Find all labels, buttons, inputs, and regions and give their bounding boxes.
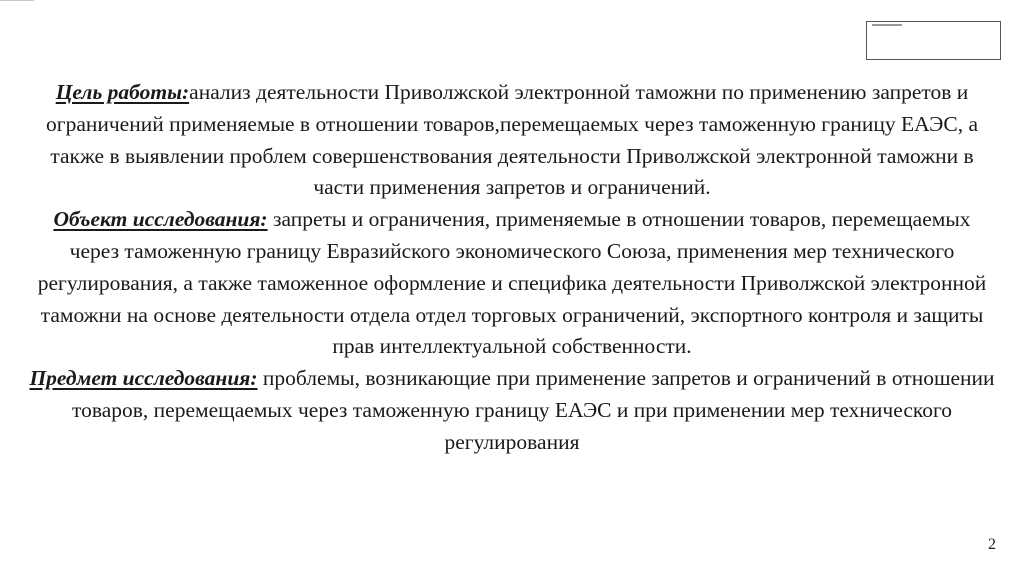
placeholder-box (866, 21, 1001, 60)
goal-heading: Цель работы: (55, 80, 190, 104)
goal-paragraph (28, 77, 996, 204)
placeholder-text-mark (872, 24, 902, 26)
page-number: 2 (988, 536, 996, 553)
subject-heading: Предмет исследования: (29, 366, 258, 391)
object-paragraph (28, 204, 996, 363)
goal-text: анализ деятельности Приволжской электронной таможни по применению запретов и ограничений применяемые в отношении товаров,перемещаемых через таможенную границу ЕАЭС, а также в выявлении проблем совершенствования деятельности Приволжской электронной таможни в части применения запретов и ограничений. (46, 80, 978, 200)
subject-paragraph (28, 363, 996, 458)
object-text: запреты и ограничения, применяемые в отношении товаров, перемещаемых через таможенную границу Евразийского экономического Союза, применения мер технического регулирования, а также таможенное оформление и специфика деятельности Приволжской электронной таможни на основе деятельности отдела отдел торговых ограничений, экспортного контроля и защиты прав интеллектуальной собственности. (37, 207, 987, 359)
object-heading: Объект исследования: (53, 207, 268, 232)
subject-text: проблемы, возникающие при применение запретов и ограничений в отношении товаров, перемещаемых через таможенную границу ЕАЭС и при применении мер технического регулирования (71, 366, 995, 454)
corner-mark (0, 0, 34, 4)
slide-content (28, 77, 996, 459)
